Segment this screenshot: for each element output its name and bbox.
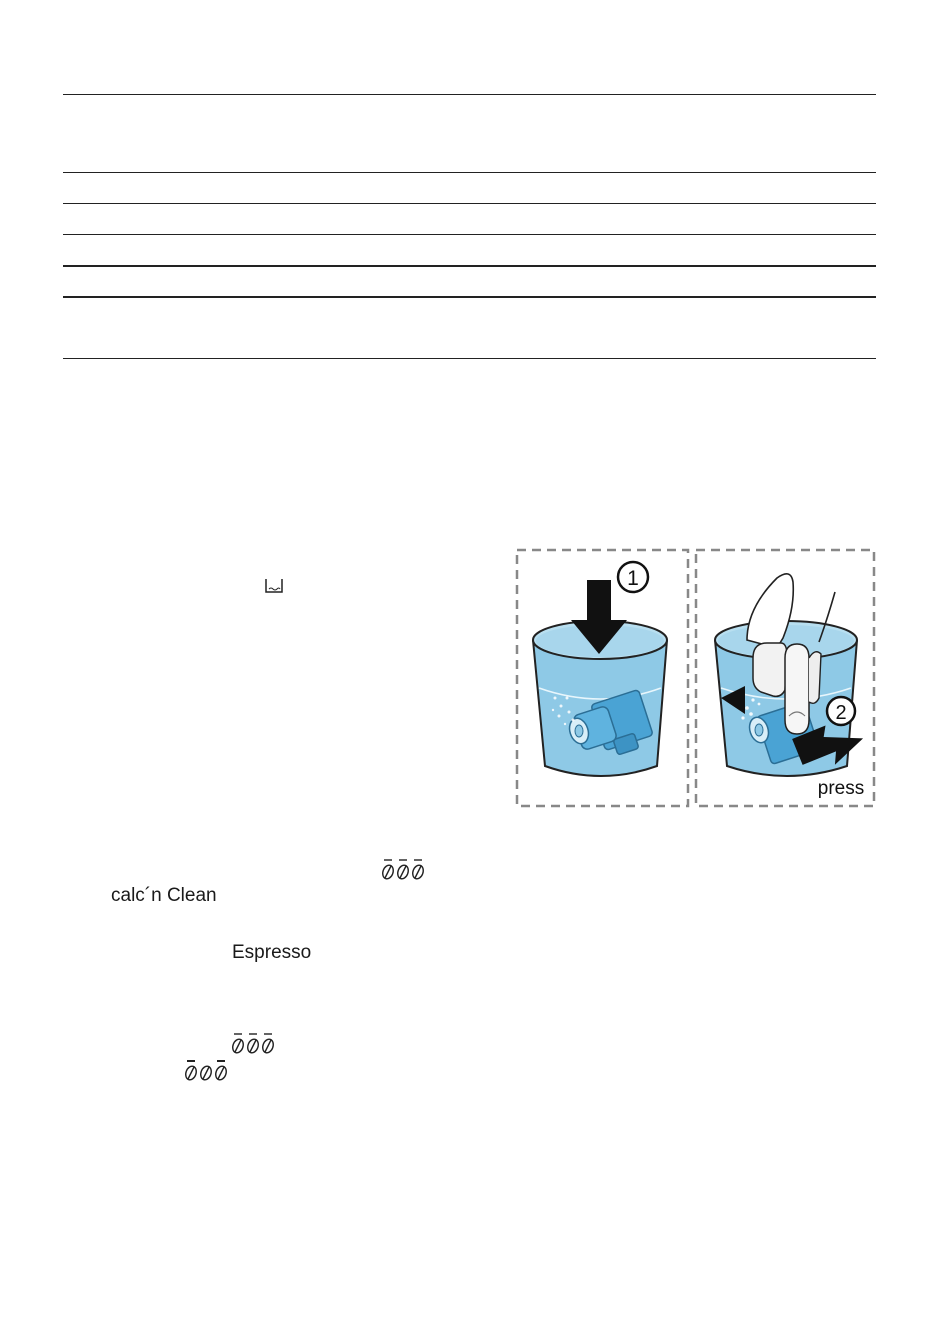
filter-cleaning-illustration — [515, 548, 877, 809]
table-rule — [63, 203, 876, 204]
table-rule-bottom — [63, 358, 876, 359]
table-rule — [63, 265, 876, 267]
step-2-number: 2 — [835, 702, 847, 724]
bean-strength-icon — [231, 1032, 279, 1056]
press-label: press — [817, 778, 865, 799]
bean-strength-icon — [184, 1059, 232, 1083]
table-rule — [63, 296, 876, 298]
table-rule-top — [63, 94, 876, 95]
table-rule — [63, 234, 876, 235]
calc-n-clean-label: calc´n Clean — [111, 885, 217, 906]
drip-tray-icon — [264, 577, 284, 595]
espresso-label: Espresso — [232, 942, 312, 963]
step-1-number: 1 — [627, 567, 639, 590]
bean-strength-icon — [381, 858, 429, 882]
table-rule — [63, 172, 876, 173]
